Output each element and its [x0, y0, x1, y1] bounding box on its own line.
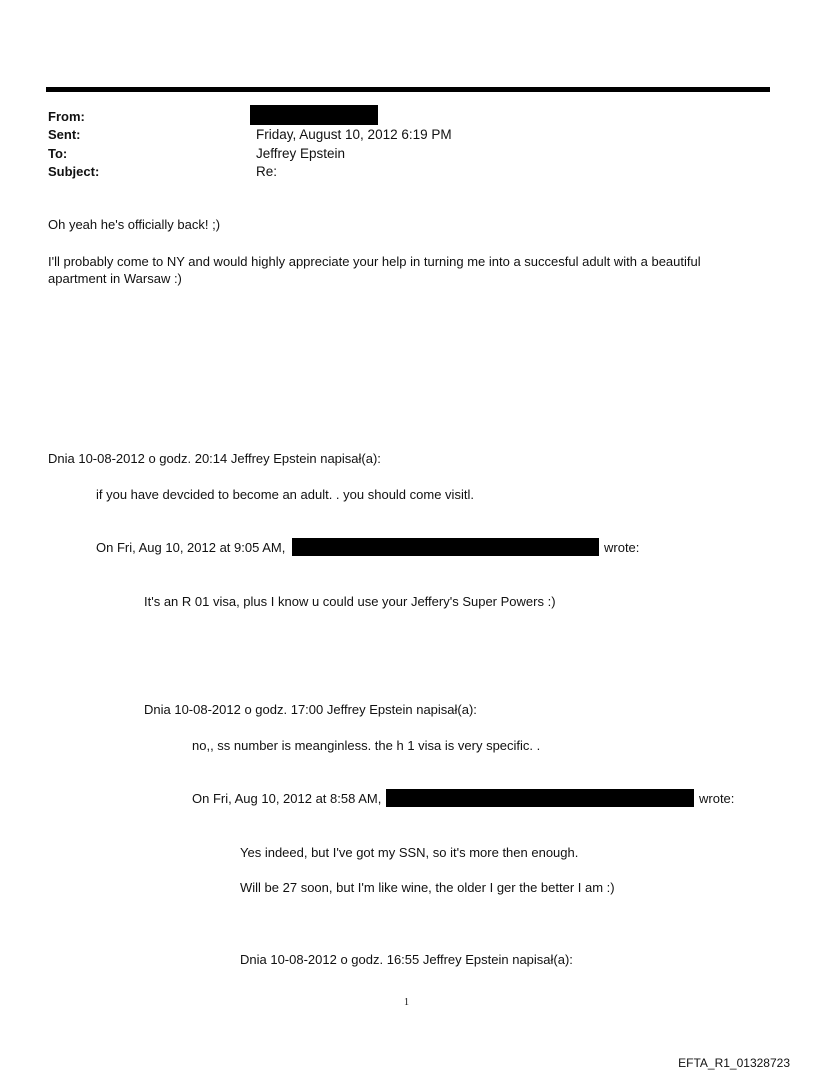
subject-value: Re:	[256, 164, 278, 179]
quote3-on-suffix: wrote:	[699, 791, 735, 806]
quote4-attribution: Dnia 10-08-2012 o godz. 16:55 Jeffrey Epstein napisał(a):	[240, 952, 573, 967]
body-line-2: I'll probably come to NY and would highly appreciate your help in turning me into a succesful adult with a beautiful apartment in Warsaw :)	[48, 254, 701, 286]
quote1-attribution: Dnia 10-08-2012 o godz. 20:14 Jeffrey Epstein napisał(a):	[48, 451, 381, 466]
to-value: Jeffrey Epstein	[256, 146, 346, 161]
quote4-line-2: Will be 27 soon, but I'm like wine, the older I ger the better I am :)	[240, 880, 615, 895]
quote1-on-suffix: wrote:	[604, 540, 640, 555]
quote4-line-1: Yes indeed, but I've got my SSN, so it's more then enough.	[240, 845, 579, 860]
redaction-quote3-sender	[386, 789, 694, 807]
quote1-text: if you have devcided to become an adult. . you should come visitl.	[96, 487, 474, 502]
document-id: EFTA_R1_01328723	[678, 1056, 790, 1070]
page-number: 1	[404, 997, 409, 1008]
from-label: From:	[48, 109, 85, 124]
redaction-quote1-sender	[292, 538, 599, 556]
quote2-attribution: Dnia 10-08-2012 o godz. 17:00 Jeffrey Epstein napisał(a):	[144, 702, 477, 717]
quote2-text: It's an R 01 visa, plus I know u could use your Jeffery's Super Powers :)	[144, 594, 556, 609]
header-rule	[46, 87, 770, 92]
redaction-from	[250, 105, 378, 125]
body-line-1: Oh yeah he's officially back! ;)	[48, 217, 221, 232]
quote3-text: no,, ss number is meanginless. the h 1 visa is very specific. .	[192, 738, 541, 753]
sent-value: Friday, August 10, 2012 6:19 PM	[256, 127, 452, 142]
subject-label: Subject:	[48, 164, 100, 179]
to-label: To:	[48, 146, 68, 161]
quote1-on-prefix: On Fri, Aug 10, 2012 at 9:05 AM,	[96, 540, 286, 555]
quote3-on-prefix: On Fri, Aug 10, 2012 at 8:58 AM,	[192, 791, 382, 806]
sent-label: Sent:	[48, 127, 81, 142]
